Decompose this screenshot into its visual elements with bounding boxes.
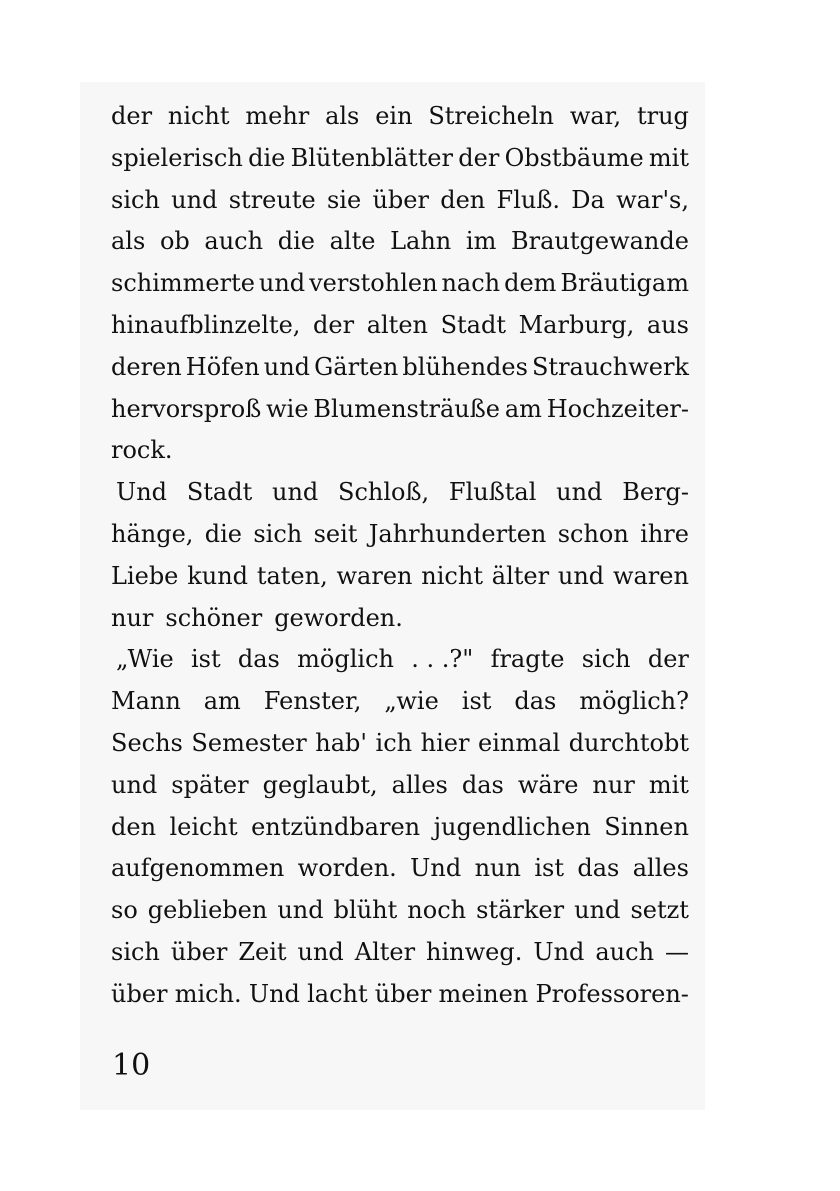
word: schimmerte: [111, 269, 255, 298]
text-line: [111, 932, 689, 974]
word: streute: [228, 185, 316, 214]
word: und: [297, 937, 344, 966]
word: Und: [116, 478, 168, 507]
word: alles: [391, 770, 448, 799]
word: . . .?": [411, 645, 474, 674]
word: nur: [111, 603, 154, 632]
word: schon: [557, 519, 629, 548]
word: das: [514, 687, 557, 716]
word: der: [111, 102, 153, 130]
word: meinen: [438, 979, 529, 1008]
text-line: [111, 890, 689, 932]
word: taten,: [256, 561, 328, 590]
word: waren: [336, 561, 413, 590]
word: das: [237, 645, 280, 674]
word: „Wie: [116, 645, 174, 674]
word: und: [111, 770, 158, 799]
word: nach: [441, 269, 501, 298]
text-line: [111, 974, 689, 1016]
word: ob: [159, 227, 190, 256]
word: so: [111, 896, 138, 925]
word: später: [171, 770, 249, 799]
word: hab': [315, 728, 367, 757]
word: nun: [474, 854, 521, 883]
word: Fluß.: [496, 185, 560, 214]
word: seit: [313, 519, 358, 548]
word: spielerisch: [111, 143, 243, 172]
word: über: [372, 185, 429, 214]
word: Stadt: [186, 478, 253, 507]
text-line: [111, 305, 689, 347]
word: Jahrhunderten: [368, 519, 547, 548]
word: die: [204, 519, 243, 548]
word: war,: [569, 102, 622, 130]
word: geblieben: [147, 896, 268, 925]
word: hervorsproß: [111, 394, 262, 423]
word: am: [203, 687, 241, 716]
word: blüht: [333, 896, 398, 925]
text-line: [111, 221, 689, 263]
word: einmal: [478, 728, 561, 757]
text-line: [111, 723, 689, 765]
word: und: [263, 352, 311, 381]
word: Liebe: [111, 561, 179, 590]
word: Lahn: [390, 227, 452, 256]
word: Blütenblätter: [290, 143, 453, 172]
word: setzt: [630, 896, 689, 925]
word: über: [111, 979, 168, 1008]
word: Und: [248, 979, 300, 1008]
word: sie: [326, 185, 362, 214]
word: am: [504, 394, 542, 423]
word: über: [170, 937, 228, 966]
word: und: [557, 561, 605, 590]
word: Streicheln: [428, 102, 555, 130]
word: der: [458, 143, 500, 172]
word: Höfen: [185, 352, 260, 381]
word: hier: [420, 728, 470, 757]
word: den: [440, 185, 486, 214]
word: mich.: [174, 979, 242, 1008]
word: alten: [366, 310, 428, 339]
word: geglaubt,: [262, 770, 378, 799]
word: das: [577, 854, 620, 883]
word: sich: [111, 937, 160, 966]
word: nicht: [167, 102, 230, 130]
word: möglich?: [579, 687, 689, 716]
text-line: [111, 472, 689, 514]
word: waren: [612, 561, 689, 590]
word: auch: [595, 937, 655, 966]
word: noch: [407, 896, 467, 925]
word: ist: [190, 645, 221, 674]
word: alte: [329, 227, 376, 256]
word: und: [171, 185, 218, 214]
word: durchtobt: [568, 728, 689, 757]
word: mit: [648, 770, 689, 799]
word: ich: [375, 728, 413, 757]
word: Brautgewande: [510, 227, 689, 256]
word: hänge,: [111, 519, 194, 548]
word: ihre: [640, 519, 689, 548]
word: kund: [187, 561, 249, 590]
word: wäre: [517, 770, 579, 799]
text-line: [111, 681, 689, 723]
word: Blumensträuße: [313, 394, 500, 423]
word: dem: [504, 269, 557, 298]
word: verstohlen: [309, 269, 438, 298]
word: Sinnen: [604, 812, 689, 841]
word: worden.: [297, 854, 397, 883]
word: nicht: [421, 561, 483, 590]
word: mit: [648, 143, 689, 172]
word: der: [313, 310, 355, 339]
word: und: [258, 269, 306, 298]
text-line: [111, 96, 689, 138]
word: Semester: [191, 728, 307, 757]
text-line: [111, 514, 689, 556]
word: Professoren-: [535, 979, 689, 1008]
word: ist: [534, 854, 564, 883]
word: sich: [581, 645, 631, 674]
word: stärker: [476, 896, 565, 925]
word: geworden.: [274, 603, 403, 632]
word: lacht: [307, 979, 368, 1008]
text-line: [111, 556, 689, 598]
word: Marburg,: [518, 310, 635, 339]
word: als: [325, 102, 360, 130]
word: rock.: [111, 436, 173, 465]
word: und: [574, 896, 621, 925]
word: Obstbäume: [504, 143, 644, 172]
word: auch: [204, 227, 264, 256]
word: das: [461, 770, 504, 799]
word: schöner: [165, 603, 263, 632]
text-line: [111, 848, 689, 890]
word: hinweg.: [426, 937, 523, 966]
word: Stadt: [440, 310, 506, 339]
word: sich: [111, 185, 160, 214]
word: nur: [592, 770, 635, 799]
word: hinaufblinzelte,: [111, 310, 301, 339]
word: —: [665, 937, 689, 966]
word: Hochzeiter-: [546, 394, 689, 423]
word: Berg-: [622, 478, 689, 507]
word: der: [647, 645, 689, 674]
word: ein: [375, 102, 413, 130]
word: im: [465, 227, 497, 256]
text-line: [111, 598, 689, 640]
text-line: [111, 138, 689, 180]
page-number: 10: [112, 1048, 151, 1083]
word: Flußtal: [448, 478, 537, 507]
word: Gärten: [314, 352, 399, 381]
text-line: [111, 389, 689, 431]
word: aus: [646, 310, 689, 339]
word: entzündbaren: [251, 812, 421, 841]
word: fragte: [490, 645, 565, 674]
word: mehr: [245, 102, 310, 130]
word: leicht: [169, 812, 238, 841]
word: als: [111, 227, 146, 256]
word: wie: [266, 394, 309, 423]
word: sich: [253, 519, 303, 548]
word: ist: [461, 687, 492, 716]
word: Da: [571, 185, 605, 214]
word: und: [271, 478, 319, 507]
word: über: [374, 979, 432, 1008]
word: aufgenommen: [111, 854, 285, 883]
word: Schloß,: [338, 478, 430, 507]
text-line: [111, 807, 689, 849]
word: älter: [491, 561, 550, 590]
word: Alter: [354, 937, 416, 966]
word: Bräutigam: [560, 269, 689, 298]
word: Sechs: [111, 728, 183, 757]
word: und: [556, 478, 603, 507]
word: Und: [410, 854, 462, 883]
text-line: [111, 347, 689, 389]
word: und: [277, 896, 324, 925]
text-line: [111, 180, 689, 222]
page-body-text: [111, 96, 689, 1016]
text-line: [111, 430, 689, 472]
word: war's,: [616, 185, 689, 214]
word: alles: [632, 854, 689, 883]
word: Und: [533, 937, 585, 966]
word: deren: [111, 352, 182, 381]
word: Zeit: [238, 937, 287, 966]
word: „wie: [384, 687, 439, 716]
word: Fenster,: [263, 687, 362, 716]
word: trug: [636, 102, 689, 130]
text-line: [111, 263, 689, 305]
word: die: [248, 143, 286, 172]
text-line: [111, 639, 689, 681]
word: Strauchwerk: [531, 352, 689, 381]
word: jugendlichen: [433, 812, 591, 841]
text-line: [111, 765, 689, 807]
word: blühendes: [402, 352, 528, 381]
word: Mann: [111, 687, 181, 716]
word: möglich: [297, 645, 394, 674]
word: den: [111, 812, 157, 841]
word: die: [277, 227, 315, 256]
